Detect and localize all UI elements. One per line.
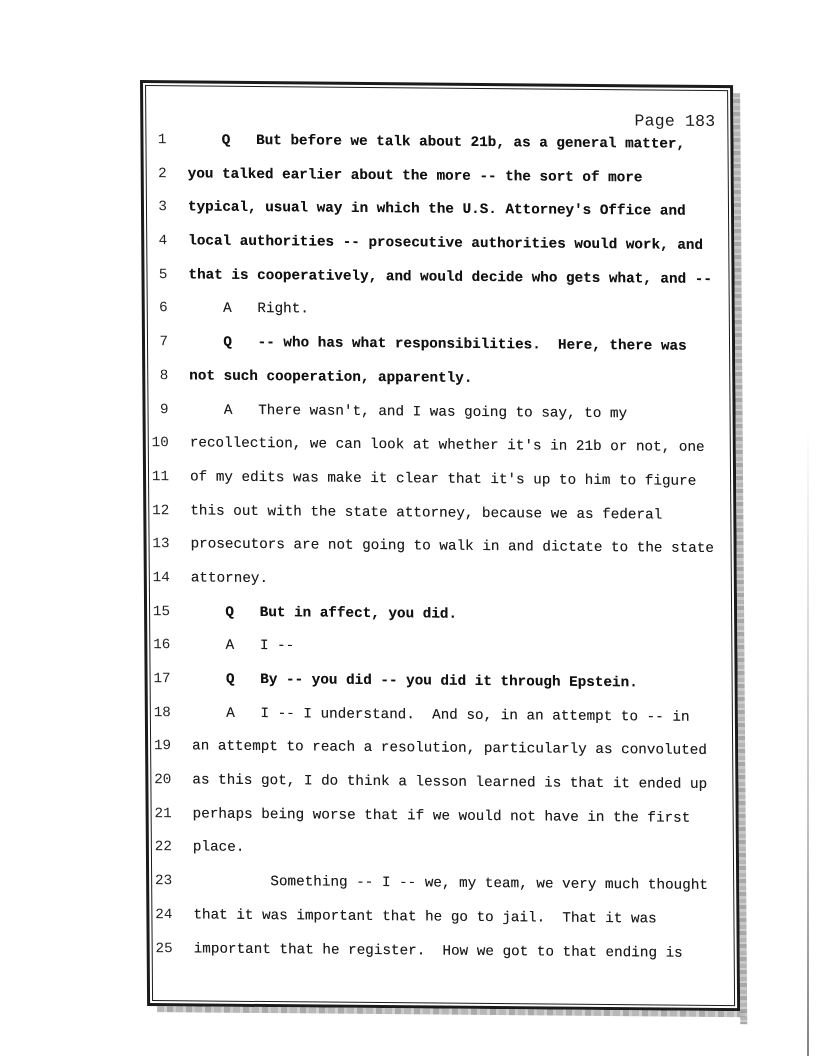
line-number: 22 — [154, 839, 172, 856]
line-text: that it was important that he go to jail. That it was — [193, 907, 657, 928]
line-text: perhaps being worse that if we would not have in the first — [192, 806, 691, 827]
page-sheet — [140, 80, 740, 1011]
line-text: A Right. — [188, 300, 309, 318]
transcript-line — [147, 158, 728, 197]
line-text: typical, usual way in which the U.S. Attorney's Office and — [187, 199, 686, 221]
line-number: 2 — [158, 165, 167, 182]
transcript-line — [151, 730, 732, 769]
transcript-line — [151, 764, 732, 803]
transcript-line — [150, 562, 731, 601]
transcript-line — [148, 326, 729, 365]
line-text: A There wasn't, and I was going to say, to my — [189, 401, 628, 422]
line-number: 12 — [152, 502, 170, 519]
transcript-lines — [146, 124, 734, 971]
scan-edge-artifact — [807, 420, 809, 1056]
line-number: 8 — [159, 367, 169, 385]
line-number: 16 — [153, 637, 171, 654]
line-text: Q By -- you did -- you did it through Epstein. — [191, 671, 638, 692]
page-border-inner — [145, 85, 735, 1006]
transcript-line — [150, 629, 731, 668]
line-text: prosecutors are not going to walk in and dictate to the state — [190, 536, 715, 558]
line-text: Something -- I -- we, my team, we very much thought — [193, 873, 709, 895]
transcript-line — [152, 798, 733, 837]
transcript-line — [152, 831, 733, 870]
line-number: 3 — [158, 199, 168, 216]
transcript-line — [152, 899, 733, 938]
line-text: A I -- — [191, 637, 295, 655]
line-number: 13 — [152, 536, 170, 553]
line-number: 18 — [153, 704, 171, 721]
line-number: 11 — [151, 468, 170, 486]
line-number: 19 — [153, 738, 172, 755]
transcript-line — [148, 360, 729, 399]
line-text: of my edits was make it clear that it's up to him to figure — [189, 469, 697, 490]
transcript-line — [149, 461, 730, 500]
line-number: 5 — [158, 266, 168, 283]
line-number: 25 — [155, 940, 173, 957]
line-number: 9 — [159, 401, 169, 418]
line-text: recollection, we can look at whether it's in 21b or not, one — [189, 435, 705, 457]
transcript-line — [147, 259, 728, 298]
transcript-line — [148, 394, 729, 433]
line-text: not such cooperation, apparently. — [189, 368, 473, 387]
line-text: Q But before we talk about 21b, as a general matter, — [187, 132, 686, 153]
transcript-line — [148, 292, 729, 331]
line-text: attorney. — [190, 570, 269, 588]
transcript-line — [153, 933, 734, 972]
line-text: an attempt to reach a resolution, particularly as convoluted — [192, 738, 707, 760]
line-number: 23 — [154, 873, 173, 890]
line-number: 4 — [158, 233, 168, 250]
line-text: Q But in affect, you did. — [191, 604, 458, 623]
line-text: Q -- who has what responsibilities. Here, there was — [188, 334, 687, 355]
transcript-line — [149, 427, 730, 466]
line-text: that is cooperatively, and would decide who gets what, and -- — [188, 267, 712, 288]
line-number: 20 — [154, 772, 172, 789]
line-number: 1 — [157, 132, 167, 149]
line-number: 6 — [159, 300, 168, 317]
line-number: 10 — [151, 435, 169, 452]
transcript-line — [146, 124, 727, 163]
line-text: you talked earlier about the more -- the sort of more — [187, 166, 643, 187]
line-number: 24 — [155, 906, 173, 924]
line-text: important that he register. How we got to that ending is — [193, 940, 683, 962]
transcript-line — [150, 663, 731, 702]
transcript-line — [149, 495, 730, 534]
line-text: A I -- I understand. And so, in an attempt to -- in — [191, 705, 690, 726]
transcript-line — [152, 865, 733, 904]
transcript-line — [147, 225, 728, 264]
line-number: 15 — [152, 603, 171, 620]
transcript-line — [151, 697, 732, 736]
transcript-line — [149, 528, 730, 567]
line-text: local authorities -- prosecutive authorities would work, and — [188, 233, 704, 254]
line-text: as this got, I do think a lesson learned is that it ended up — [192, 772, 708, 793]
line-text: place. — [192, 839, 245, 857]
line-number: 17 — [153, 671, 171, 688]
line-number: 14 — [152, 570, 170, 587]
page-number-label: Page 183 — [634, 111, 716, 132]
line-number: 21 — [154, 805, 172, 822]
transcript-line — [150, 596, 731, 635]
line-number: 7 — [159, 334, 169, 351]
line-text: this out with the state attorney, because we as federal — [190, 502, 663, 524]
transcript-line — [147, 191, 728, 230]
